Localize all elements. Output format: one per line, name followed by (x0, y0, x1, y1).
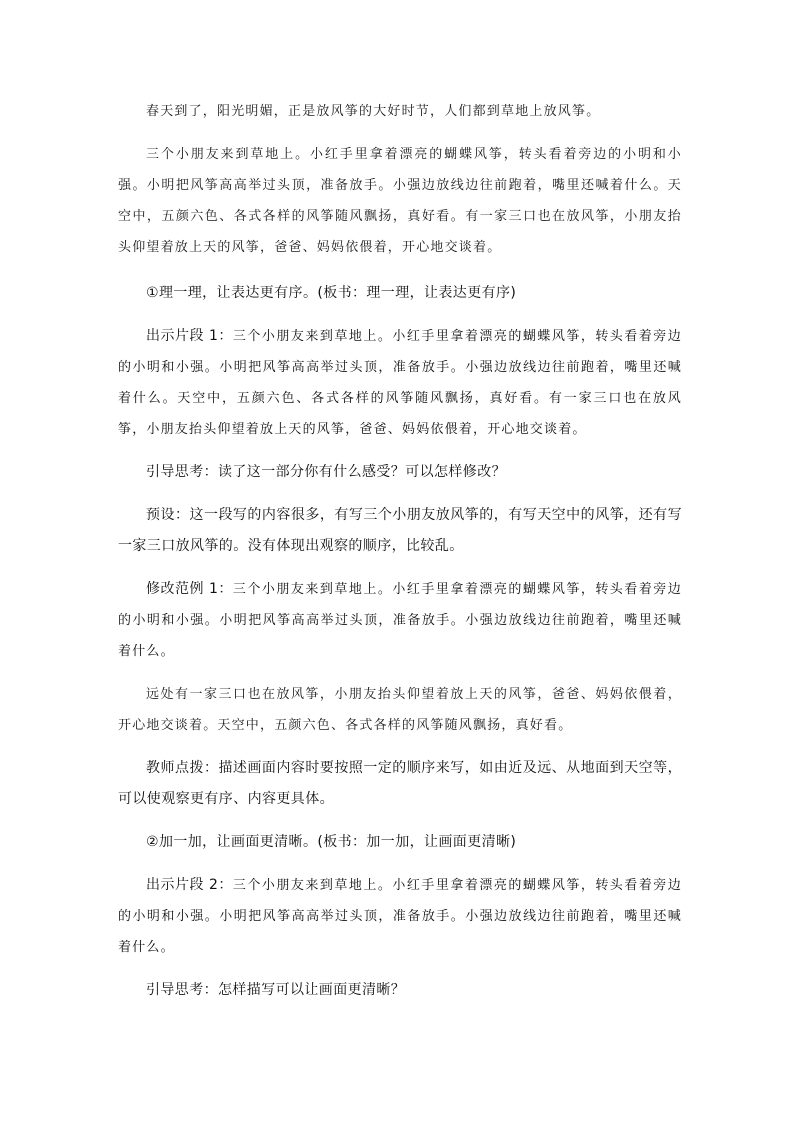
paragraph-intro: 春天到了，阳光明媚，正是放风筝的大好时节，人们都到草地上放风筝。 (146, 104, 601, 119)
paragraph-guide-question-2: 引导思考：怎样描写可以让画面更清晰？ (146, 982, 406, 998)
paragraph-step-2-heading: ②加一加，让画面更清晰。(板书：加一加，让画面更清晰) (146, 834, 517, 850)
paragraph-teacher-tip: 教师点拨：描述画面内容时要按照一定的顺序来写，如由近及远、从地面到天空等，可以使观察更有序、内容更具体。 (118, 760, 682, 807)
document-body (118, 96, 682, 1006)
paragraph-revision-example-1 (118, 574, 682, 667)
paragraph-excerpt-1 (118, 321, 682, 445)
excerpt-2-label: 出示片段 2： (146, 877, 233, 893)
paragraph-excerpt-2 (118, 870, 682, 963)
paragraph-guide-question-1: 引导思考：读了这一部分你有什么感受？可以怎样修改？ (146, 464, 506, 480)
paragraph-scene-description: 三个小朋友来到草地上。小红手里拿着漂亮的蝴蝶风筝，转头看着旁边的小明和小强。小明把风筝高高举过头顶，准备放手。小强边放线边往前跑着，嘴里还喊着什么。天空中，五颜六色、各式各样的风筝随风飘扬，真好看。有一家三口也在放风筝，小朋友抬头仰望着放上天的风筝，爸爸、妈妈依偎着，开心地交谈着。 (118, 147, 682, 255)
revision-example-1-label: 修改范例 1： (146, 581, 233, 597)
paragraph-revision-continuation: 远处有一家三口也在放风筝，小朋友抬头仰望着放上天的风筝，爸爸、妈妈依偎着，开心地交谈着。天空中，五颜六色、各式各样的风筝随风飘扬，真好看。 (118, 687, 682, 733)
excerpt-1-label: 出示片段 1： (146, 328, 233, 344)
paragraph-step-1-heading: ①理一理，让表达更有序。(板书：理一理，让表达更有序) (146, 285, 517, 301)
revision-example-1-text: 三个小朋友来到草地上。小红手里拿着漂亮的蝴蝶风筝，转头看着旁边的小明和小强。小明把风筝高高举过头顶，准备放手。小强边放线边往前跑着，嘴里还喊着什么。 (118, 582, 683, 659)
paragraph-preset-answer: 预设：这一段写的内容很多，有写三个小朋友放风筝的，有写天空中的风筝，还有写一家三口放风筝的。没有体现出观察的顺序，比较乱。 (118, 507, 682, 554)
excerpt-2-text: 三个小朋友来到草地上。小红手里拿着漂亮的蝴蝶风筝，转头看着旁边的小明和小强。小明把风筝高高举过头顶，准备放手。小强边放线边往前跑着，嘴里还喊着什么。 (118, 878, 683, 955)
excerpt-1-text: 三个小朋友来到草地上。小红手里拿着漂亮的蝴蝶风筝，转头看着旁边的小明和小强。小明把风筝高高举过头顶，准备放手。小强边放线边往前跑着，嘴里还喊着什么。天空中，五颜六色、各式各样的风筝随风飘扬，真好看。有一家三口也在放风筝，小朋友抬头仰望着放上天的风筝，爸爸、妈妈依偎着，开心地交谈着。 (118, 329, 683, 437)
